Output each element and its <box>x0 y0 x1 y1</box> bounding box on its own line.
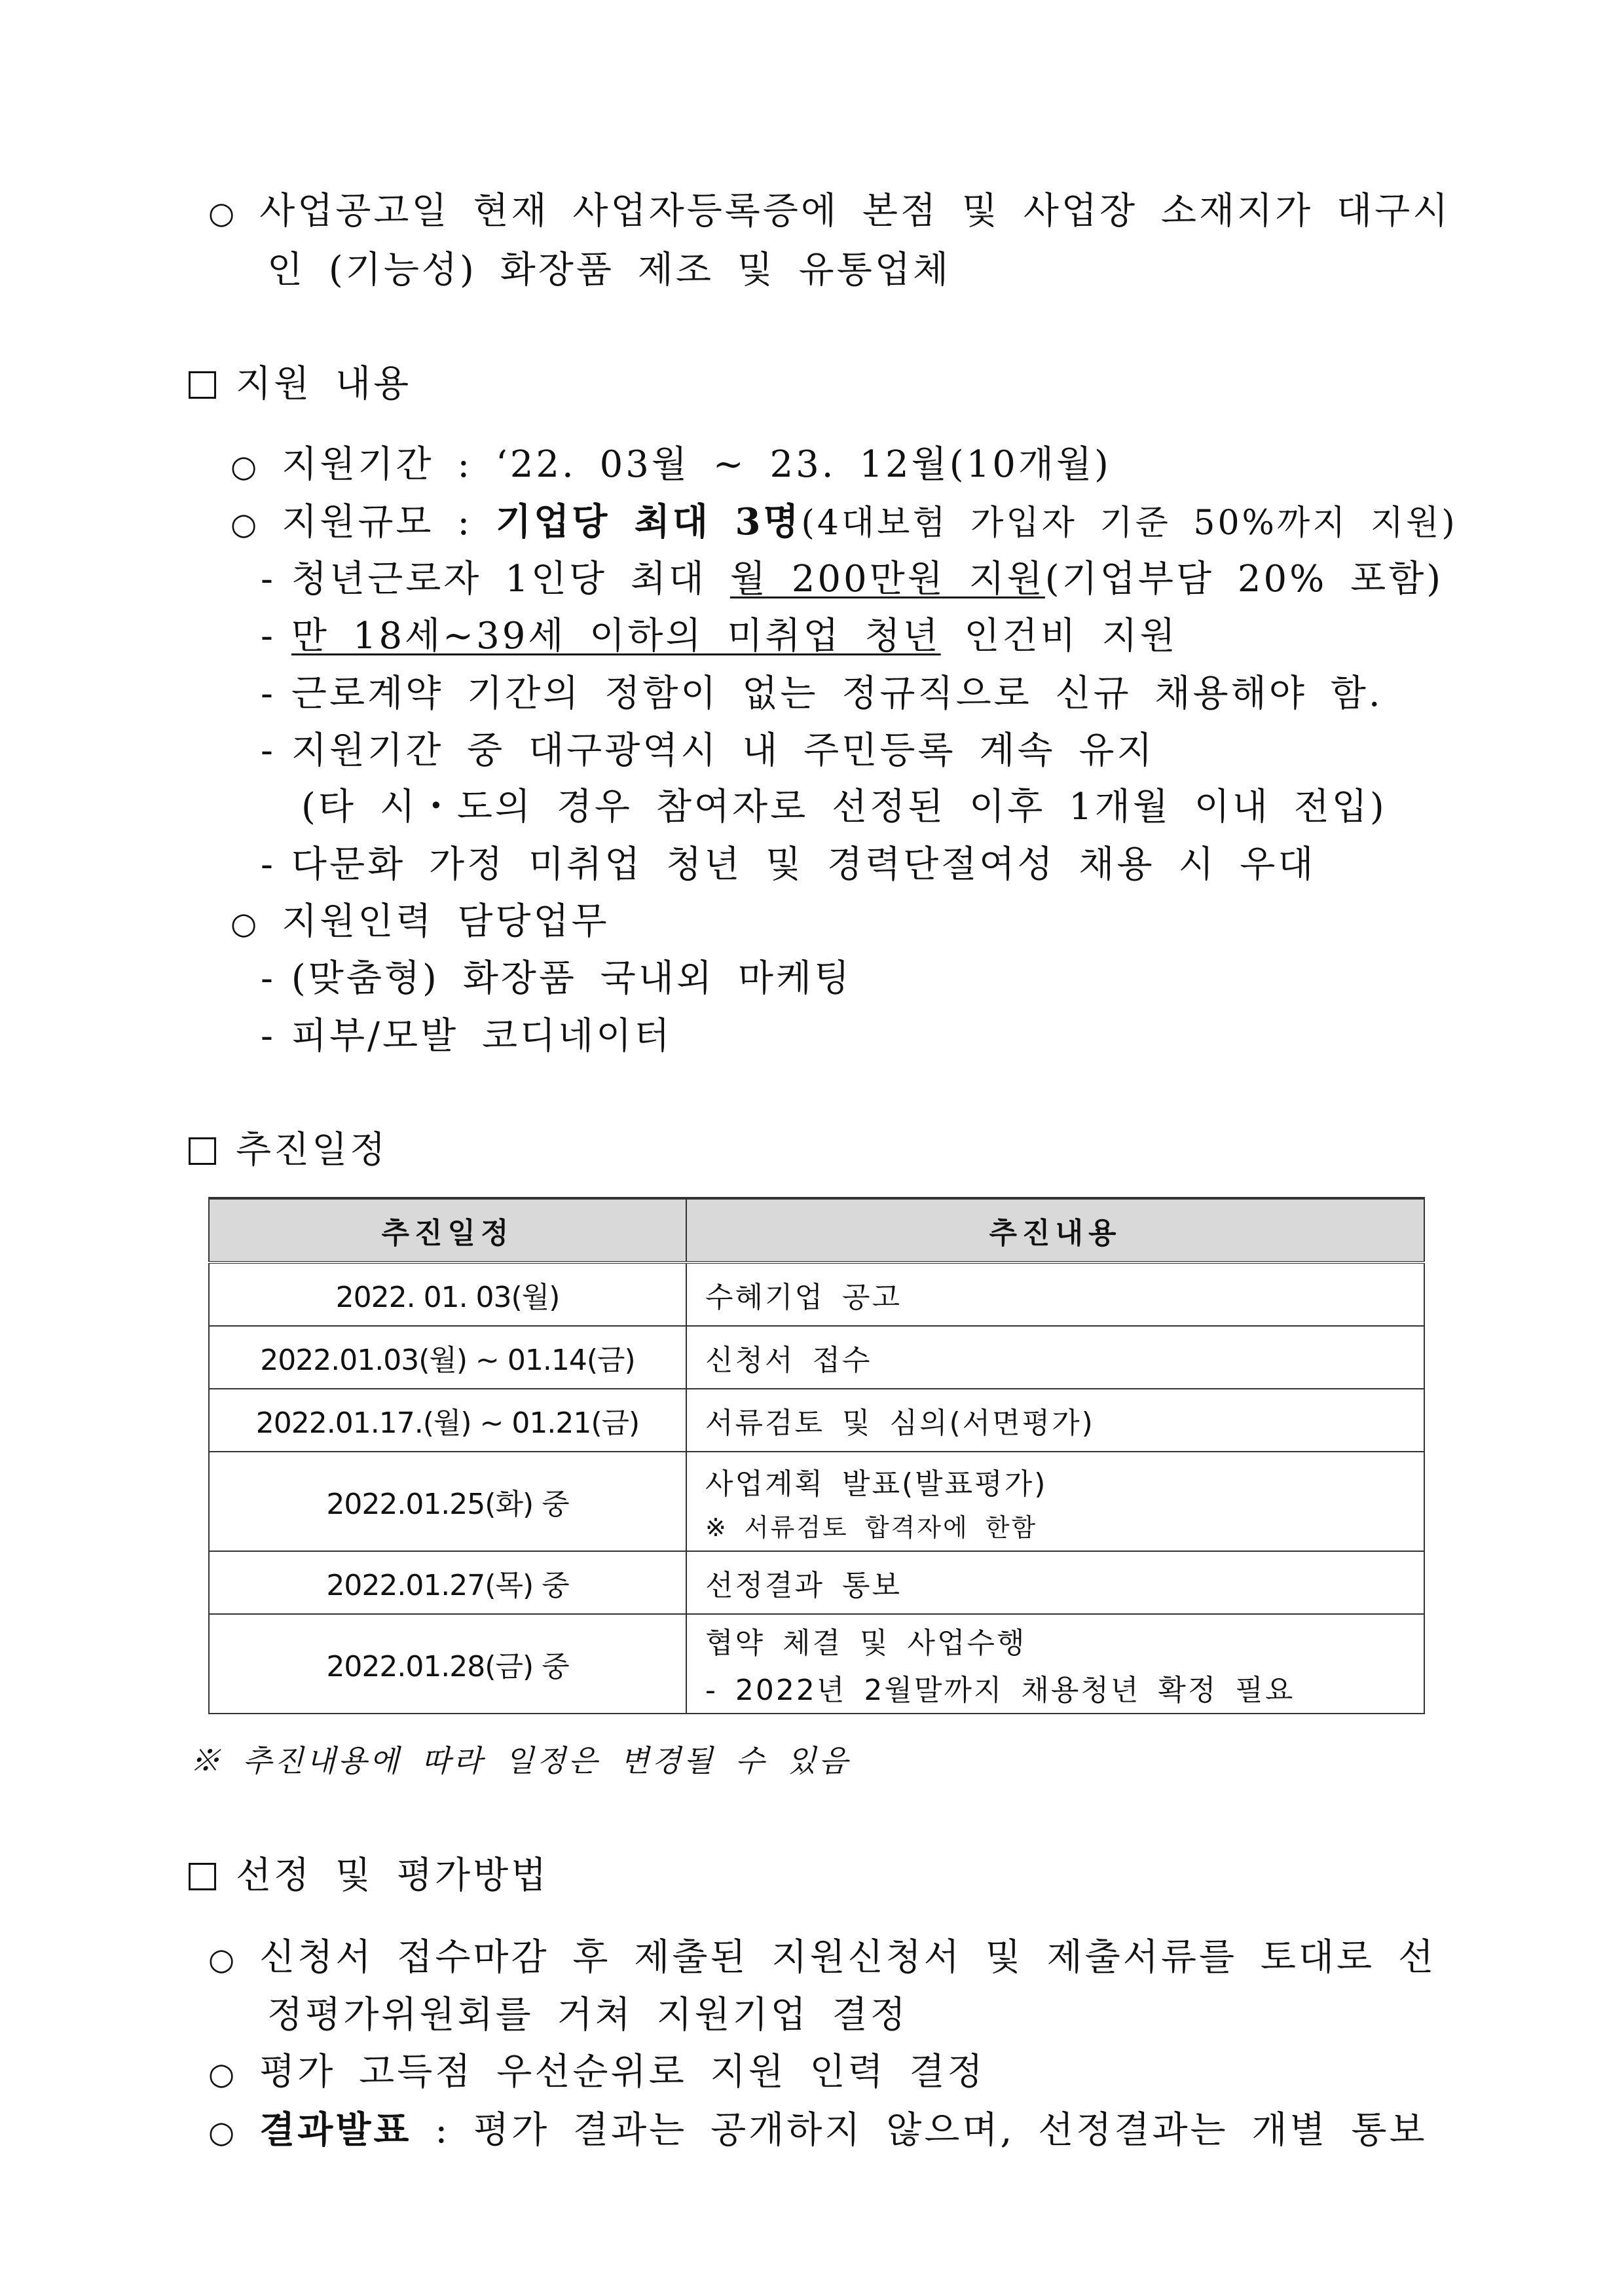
dash-bullet-icon: - <box>261 558 276 600</box>
row-content-main: 협약 체결 및 사업수행 <box>705 1626 1027 1660</box>
scale-label: 지원규모 : <box>282 501 496 543</box>
selection-item1-line1: 신청서 접수마감 후 제출된 지원신청서 및 제출서류를 토대로 선 <box>259 1936 1437 1979</box>
circle-bullet-icon: ○ <box>208 1941 238 1977</box>
selection-item-2 <box>208 2049 986 2097</box>
row-content-note: - 2022년 2월말까지 채용청년 확정 필요 <box>705 1674 1295 1707</box>
row-date: 2022. 01. 03(월) <box>209 1262 686 1326</box>
section-heading-selection <box>189 1853 549 1899</box>
row-date: 2022.01.03(월) ~ 01.14(금) <box>209 1326 686 1389</box>
item1-post: (기업부담 20% 포함) <box>1044 558 1444 600</box>
intro-line-1 <box>208 189 1450 236</box>
section-heading-support <box>189 361 411 407</box>
item3-text: 근로계약 기간의 정함이 없는 정규직으로 신규 채용해야 함. <box>291 672 1383 715</box>
header-content: 추진내용 <box>686 1198 1424 1262</box>
item2-underlined: 만 18세~39세 이하의 미취업 청년 <box>291 615 941 657</box>
selection-item3-rest: : 평가 결과는 공개하지 않으며, 선정결과는 개별 통보 <box>411 2109 1428 2152</box>
support-item-4-sub: (타 시・도의 경우 참여자로 선정된 이후 1개월 이내 전입) <box>301 786 1387 828</box>
row-content <box>686 1452 1424 1551</box>
circle-bullet-icon: ○ <box>231 906 260 941</box>
support-item-2 <box>261 614 1178 659</box>
selection-item-3 <box>208 2107 1428 2155</box>
row-content: 수혜기업 공고 <box>686 1262 1424 1326</box>
schedule-footnote: ※ 추진내용에 따라 일정은 변경될 수 있음 <box>190 1743 851 1778</box>
selection-item3-bold: 결과발표 <box>259 2108 412 2152</box>
row-content-main: 사업계획 발표(발표평가) <box>705 1467 1048 1501</box>
item1-underlined: 월 200만원 지원 <box>729 558 1045 600</box>
item1-pre: 청년근로자 1인당 최대 <box>291 558 730 600</box>
table-row <box>209 1262 1424 1326</box>
row-content: 신청서 접수 <box>686 1326 1424 1389</box>
support-scale <box>231 499 1458 547</box>
header-date: 추진일정 <box>209 1198 686 1262</box>
square-bullet-icon <box>189 1137 216 1165</box>
dash-bullet-icon: - <box>261 1015 276 1057</box>
support-item-4 <box>261 728 1155 774</box>
support-duty-1 <box>261 956 852 1002</box>
intro-text-1: 사업공고일 현재 사업자등록증에 본점 및 사업장 소재지가 대구시 <box>259 190 1451 232</box>
row-content-note: ※ 서류검토 합격자에 한함 <box>705 1513 1038 1542</box>
support-duty <box>231 899 610 946</box>
selection-item-1 <box>208 1935 1436 1982</box>
square-bullet-icon <box>189 371 216 399</box>
dash-bullet-icon: - <box>261 615 276 657</box>
circle-bullet-icon: ○ <box>231 449 260 484</box>
table-row <box>209 1614 1424 1714</box>
dash-bullet-icon: - <box>261 672 276 715</box>
support-item-5 <box>261 842 1316 888</box>
support-item-1 <box>261 557 1443 602</box>
table-row <box>209 1551 1424 1614</box>
support-duty-2 <box>261 1014 672 1059</box>
support-period-text: 지원기간 : ‘22. 03월 ~ 23. 12월(10개월) <box>282 443 1111 486</box>
circle-bullet-icon: ○ <box>231 506 260 542</box>
circle-bullet-icon: ○ <box>208 2056 238 2091</box>
duty-label: 지원인력 담당업무 <box>282 900 610 943</box>
table-row <box>209 1452 1424 1551</box>
support-item-3 <box>261 671 1383 717</box>
row-date: 2022.01.27(목) 중 <box>209 1551 686 1614</box>
scale-bold: 기업당 최대 3명 <box>496 500 802 543</box>
row-date: 2022.01.25(화) 중 <box>209 1452 686 1551</box>
table-row <box>209 1389 1424 1452</box>
schedule-header-row <box>209 1198 1424 1262</box>
item2-post: 인건비 지원 <box>940 615 1178 657</box>
support-heading-text: 지원 내용 <box>236 363 412 405</box>
circle-bullet-icon: ○ <box>208 2114 238 2150</box>
selection-heading-text: 선정 및 평가방법 <box>236 1854 549 1897</box>
row-content: 선정결과 통보 <box>686 1551 1424 1614</box>
row-content <box>686 1614 1424 1714</box>
circle-bullet-icon: ○ <box>208 195 238 230</box>
dash-bullet-icon: - <box>261 729 276 772</box>
schedule-heading-text: 추진일정 <box>236 1129 388 1171</box>
dash-bullet-icon: - <box>261 843 276 886</box>
table-row <box>209 1326 1424 1389</box>
section-heading-schedule <box>189 1128 388 1173</box>
square-bullet-icon <box>189 1863 216 1890</box>
dash-bullet-icon: - <box>261 957 276 1000</box>
item5-text: 다문화 가정 미취업 청년 및 경력단절여성 채용 시 우대 <box>291 843 1316 886</box>
item4-text: 지원기간 중 대구광역시 내 주민등록 계속 유지 <box>291 729 1155 772</box>
selection-item-1-line-2: 정평가위원회를 거쳐 지원기업 결정 <box>267 1994 908 2036</box>
scale-rest: (4대보험 가입자 기준 50%까지 지원) <box>801 504 1458 543</box>
support-period <box>231 442 1111 489</box>
row-date: 2022.01.17.(월) ~ 01.21(금) <box>209 1389 686 1452</box>
intro-line-2: 인 (기능성) 화장품 제조 및 유통업체 <box>267 249 951 291</box>
selection-item2-text: 평가 고득점 우선순위로 지원 인력 결정 <box>259 2051 986 2093</box>
duty1-text: (맞춤형) 화장품 국내외 마케팅 <box>291 957 853 1000</box>
row-date: 2022.01.28(금) 중 <box>209 1614 686 1714</box>
schedule-table <box>208 1197 1425 1714</box>
row-content: 서류검토 및 심의(서면평가) <box>686 1389 1424 1452</box>
duty2-text: 피부/모발 코디네이터 <box>291 1015 673 1057</box>
